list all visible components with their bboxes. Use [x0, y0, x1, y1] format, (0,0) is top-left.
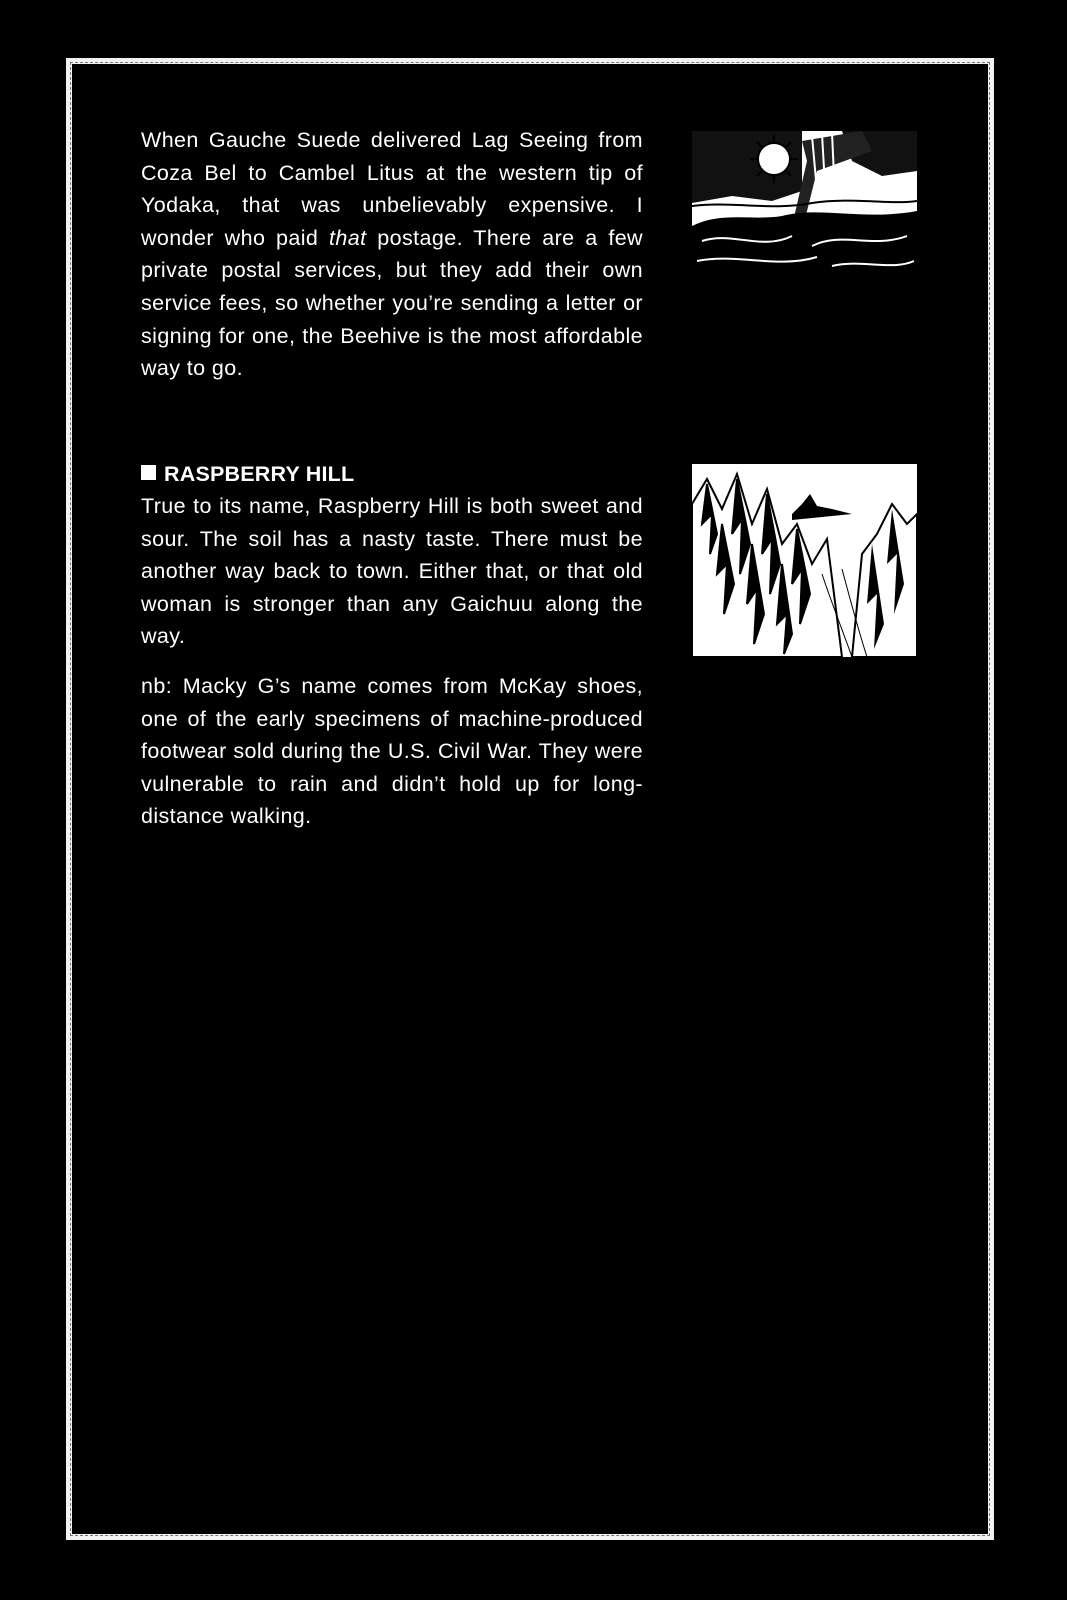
note-paragraph: nb: Macky G’s name comes from McKay shoes, one of the early specimens of machine-produced footwear sold during the U.S. Civil War. They were vulnerable to rain and didn’t hold up for long-distance walking. — [141, 674, 643, 829]
heading-text: RASPBERRY HILL — [164, 462, 355, 486]
sun-and-structure-illustration — [692, 131, 917, 279]
section-heading — [141, 458, 354, 491]
intro-paragraph — [141, 124, 643, 385]
raspberry-hill-paragraph: True to its name, Raspberry Hill is both sweet and sour. The soil has a nasty taste. There must be another way back to town. Either that, or that old woman is stronger than any Gaichuu along the way. — [141, 494, 643, 649]
intro-text-part2: postage. There are a few private postal services, but they add their own service fees, so whether you’re sending a letter or signing for one, the Beehive is the most affordable way to go. — [141, 225, 643, 381]
heading-square-bullet-icon — [141, 465, 156, 480]
raspberry-hill-illustration — [692, 464, 917, 657]
intro-emphasis: that — [329, 225, 367, 250]
intro-text-part1: When Gauche Suede delivered Lag Seeing from Coza Bel to Cambel Litus at the western tip of Yodaka, that was unbelievably expensive. I wonder who paid — [141, 128, 643, 250]
